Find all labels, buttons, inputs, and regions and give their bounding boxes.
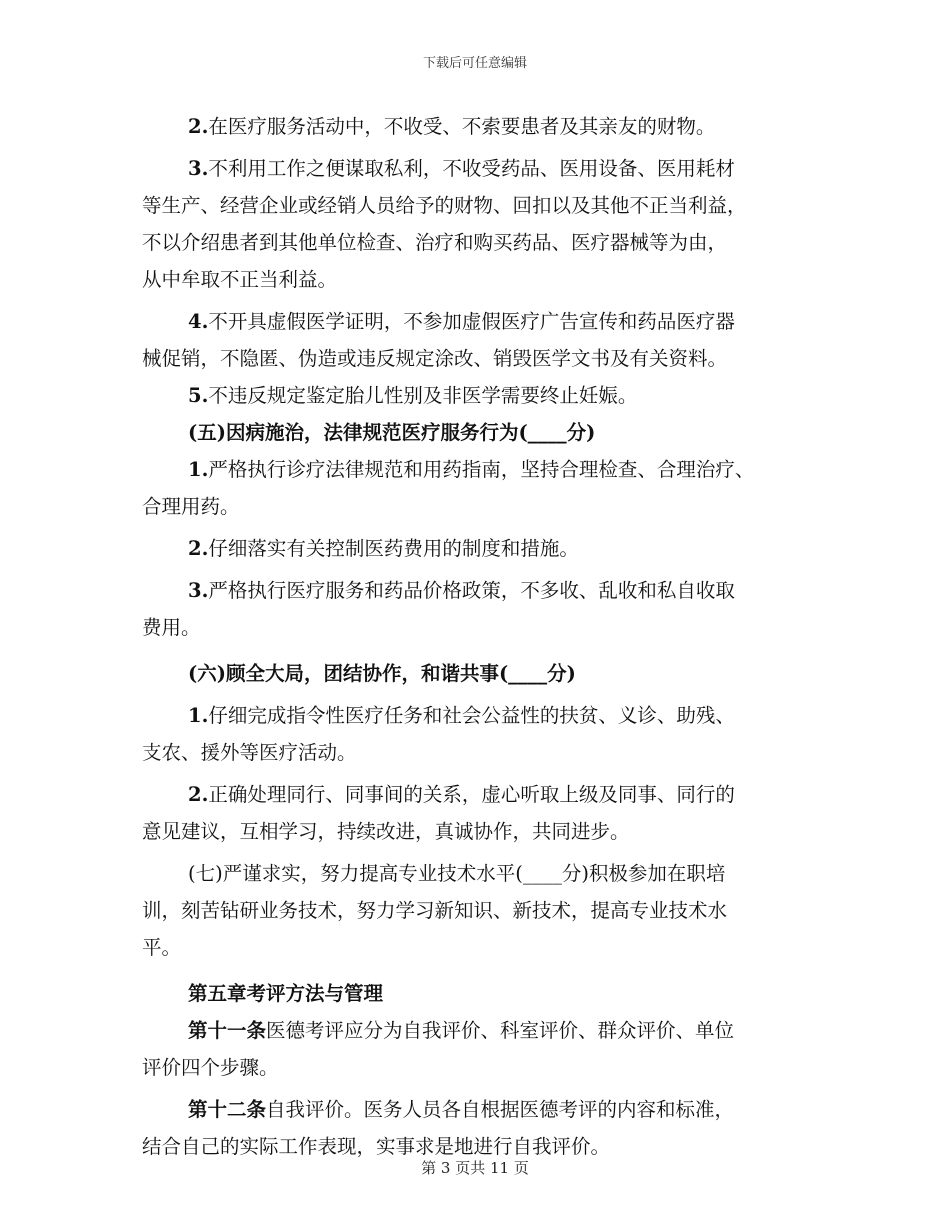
paragraph-line: 械促销，不隐匿、伪造或违反规定涂改、销毁医学文书及有关资料。 [142, 347, 728, 370]
list-item: 2.仔细落实有关控制医药费用的制度和措施。 [188, 537, 579, 560]
list-item: 2.在医疗服务活动中，不收受、不索要患者及其亲友的财物。 [188, 115, 716, 138]
article-label: 第十二条 [188, 1098, 267, 1121]
paragraph-line: 训，刻苦钻研业务技术，努力学习新知识、新技术，提高专业技术水 [142, 899, 728, 922]
item-number: 1. [188, 458, 209, 481]
page-footer: 第 3 页共 11 页 [421, 1159, 529, 1177]
list-item: 3.严格执行医疗服务和药品价格政策，不多收、乱收和私自收取 [188, 579, 735, 602]
article-label: 第十一条 [188, 1019, 267, 1042]
list-item: 5.不违反规定鉴定胎儿性别及非医学需要终止妊娠。 [188, 384, 638, 407]
item-number: 3. [188, 157, 209, 180]
paragraph-line: 合理用药。 [142, 495, 240, 518]
list-item: 4.不开具虚假医学证明，不参加虚假医疗广告宣传和药品医疗器 [188, 310, 735, 333]
item-number: 5. [188, 384, 209, 407]
paragraph-line: 意见建议，互相学习，持续改进，真诚协作，共同进步。 [142, 820, 630, 843]
article-paragraph: 第十二条自我评价。医务人员各自根据医德考评的内容和标准， [188, 1098, 735, 1121]
paragraph-line: 不以介绍患者到其他单位检查、治疗和购买药品、医疗器械等为由， [142, 231, 728, 254]
paragraph-line: 平。 [142, 936, 182, 959]
document-body [142, 108, 808, 1165]
page-header: 下载后可任意编辑 [422, 56, 527, 71]
list-item: 3.不利用工作之便谋取私利，不收受药品、医用设备、医用耗材 [188, 157, 735, 180]
paragraph-line: 等生产、经营企业或经销人员给予的财物、回扣以及其他不正当利益， [142, 194, 747, 217]
item-number: 2. [188, 537, 209, 560]
chapter-heading: 第五章考评方法与管理 [188, 982, 384, 1005]
item-number: 3. [188, 579, 209, 602]
item-number: 2. [188, 783, 209, 806]
paragraph-line: 从中牟取不正当利益。 [142, 268, 338, 291]
article-paragraph: 第十一条医德考评应分为自我评价、科室评价、群众评价、单位 [188, 1019, 735, 1042]
item-number: 4. [188, 310, 209, 333]
paragraph-line: 支农、援外等医疗活动。 [142, 741, 357, 764]
section-heading-inline: (七)严谨求实，努力提高专业技术水平(____分)积极参加在职培 [188, 862, 726, 885]
paragraph-line: 结合自己的实际工作表现，实事求是地进行自我评价。 [142, 1135, 611, 1158]
section-heading: (六)顾全大局，团结协作，和谐共事(____分) [188, 662, 576, 685]
section-heading: (五)因病施治，法律规范医疗服务行为(____分) [188, 421, 596, 444]
item-number: 2. [188, 115, 209, 138]
list-item: 2.正确处理同行、同事间的关系，虚心听取上级及同事、同行的 [188, 783, 735, 806]
list-item: 1.仔细完成指令性医疗任务和社会公益性的扶贫、义诊、助残、 [188, 704, 735, 727]
list-item: 1.严格执行诊疗法律规范和用药指南，坚持合理检查、合理治疗、 [188, 458, 755, 481]
item-number: 1. [188, 704, 209, 727]
paragraph-line: 评价四个步骤。 [142, 1056, 279, 1079]
paragraph-line: 费用。 [142, 616, 201, 639]
